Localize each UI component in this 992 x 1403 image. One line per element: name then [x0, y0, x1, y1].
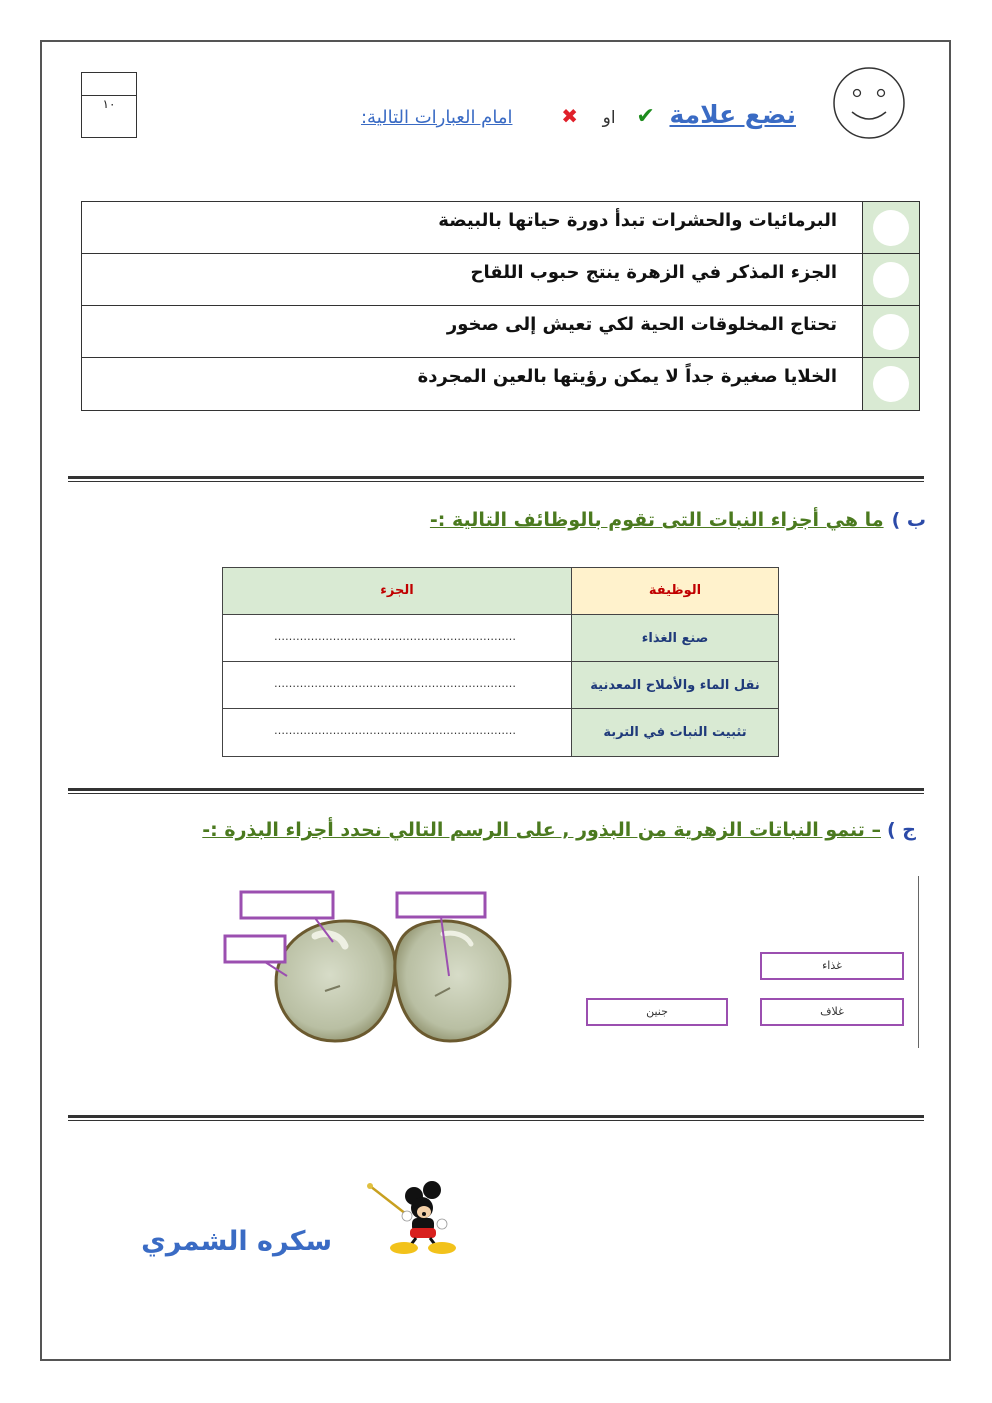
statement-text: الجزء المذكر في الزهرة ينتج حبوب اللقاح: [470, 262, 837, 283]
answer-circle[interactable]: [873, 210, 909, 246]
statement-text: البرمائيات والحشرات تبدأ دورة حياتها بالبيضة: [438, 210, 837, 231]
check-mark-icon: ✔: [636, 104, 655, 129]
seed-label-box[interactable]: [397, 893, 485, 917]
answer-circle[interactable]: [873, 314, 909, 350]
word-embryo[interactable]: جنين: [586, 998, 728, 1026]
function-cell: تثبيت النبات في التربة: [571, 709, 778, 756]
section-c-label: ج ): [887, 819, 916, 841]
statement-text: تحتاج المخلوقات الحية لكي تعيش إلى صخور: [446, 314, 837, 335]
part-answer-field[interactable]: …………………………………………………………: [223, 709, 571, 756]
word-food[interactable]: غذاء: [760, 952, 904, 980]
header-part: الجزء: [223, 568, 571, 615]
answer-circle[interactable]: [873, 262, 909, 298]
answer-cell[interactable]: [862, 358, 919, 410]
part-answer-field[interactable]: …………………………………………………………: [223, 615, 571, 662]
table-row: [82, 254, 919, 306]
header-function: الوظيفة: [571, 568, 778, 615]
instruction-rest: امام العبارات التالية:: [360, 107, 513, 128]
or-word: او: [602, 108, 616, 128]
section-b-text: ما هي أجزاء النبات التى تقوم بالوظائف التالية :-: [429, 509, 884, 531]
table-row: [82, 306, 919, 358]
section-divider: [68, 1115, 924, 1121]
word-coat[interactable]: غلاف: [760, 998, 904, 1026]
statement-text: الخلايا صغيرة جداً لا يمكن رؤيتها بالعين المجردة: [417, 366, 837, 387]
table-row: [82, 358, 919, 410]
true-false-table: [81, 201, 920, 411]
instruction-lead: نضع علامة: [669, 100, 796, 129]
answer-cell[interactable]: [862, 202, 919, 253]
seed-label-box[interactable]: [241, 892, 333, 918]
word-bank: [584, 876, 919, 1048]
section-c-question: [202, 819, 916, 841]
answer-cell[interactable]: [862, 254, 919, 305]
section-divider: [68, 476, 924, 482]
functions-table: [222, 567, 779, 757]
seed-diagram: [205, 876, 525, 1056]
seed-right-half: [395, 921, 510, 1041]
mickey-mouse-icon: [364, 1180, 464, 1256]
cross-mark-icon: ✖: [561, 104, 578, 128]
answer-circle[interactable]: [873, 366, 909, 402]
section-b-question: [430, 509, 926, 531]
smiley-icon: [832, 66, 906, 140]
section-divider: [68, 788, 924, 794]
score-box: [81, 72, 137, 138]
table-row: [82, 202, 919, 254]
score-value: ١٠: [102, 97, 116, 111]
section-b-label: ب ): [891, 509, 926, 531]
function-cell: نقل الماء والأملاح المعدنية: [571, 662, 778, 709]
section-c-text: – تنمو النباتات الزهرية من البذور , على الرسم التالي نحدد أجزاء البذرة :-: [202, 819, 881, 841]
function-cell: صنع الغذاء: [571, 615, 778, 662]
teacher-signature: سكره الشمري: [141, 1226, 332, 1257]
answer-cell[interactable]: [862, 306, 919, 357]
instruction-heading: [361, 100, 796, 129]
part-answer-field[interactable]: …………………………………………………………: [223, 662, 571, 709]
seed-label-box[interactable]: [225, 936, 285, 962]
